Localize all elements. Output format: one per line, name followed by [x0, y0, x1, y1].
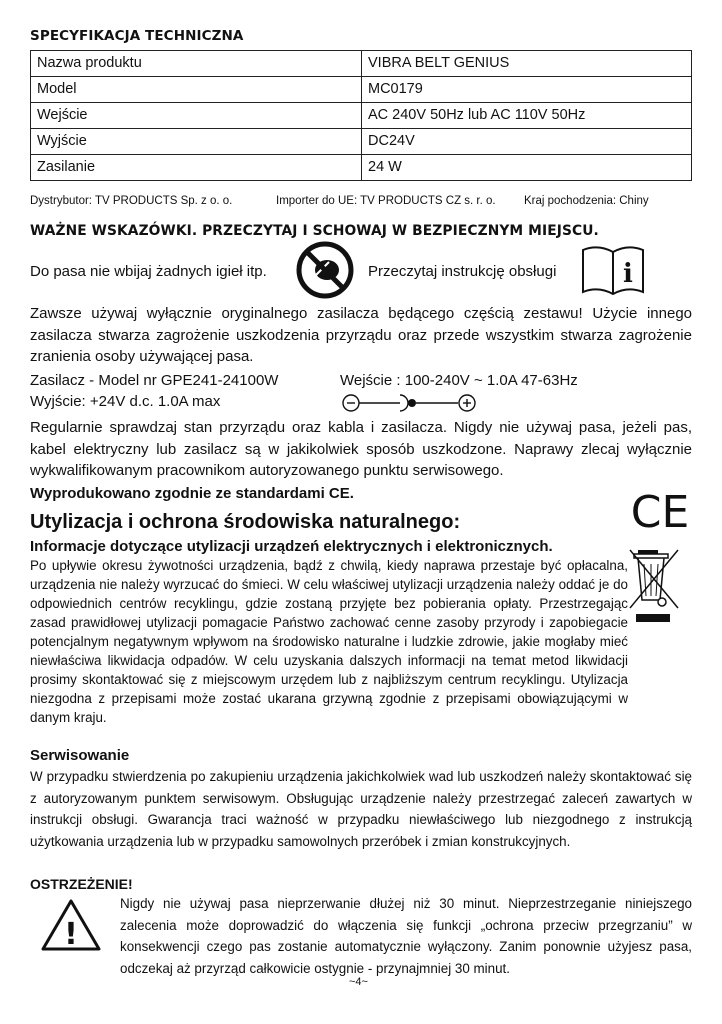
adapter-model-text: Zasilacz - Model nr GPE241-24100W [30, 372, 279, 389]
read-instructions-text: Przeczytaj instrukcję obsługi [368, 263, 557, 280]
table-row [31, 155, 692, 181]
ce-mark-glyph: CE [630, 487, 690, 535]
weee-bin-icon [628, 546, 684, 633]
spec-value: MC0179 [362, 77, 692, 103]
spec-value: VIBRA BELT GENIUS [362, 51, 692, 77]
info-icon-glyph: i [623, 259, 633, 289]
warning-glyph: ! [64, 917, 78, 952]
service-title: Serwisowanie [30, 747, 130, 764]
spec-label: Nazwa produktu [31, 51, 362, 77]
origin-text: Kraj pochodzenia: Chiny [524, 195, 649, 207]
warning-triangle-icon [40, 898, 102, 957]
spec-value: AC 240V 50Hz lub AC 110V 50Hz [362, 103, 692, 129]
adapter-output-text: Wyjście: +24V d.c. 1.0A max [30, 393, 221, 410]
spec-value: DC24V [362, 129, 692, 155]
spec-label: Wejście [31, 103, 362, 129]
spec-heading: SPECYFIKACJA TECHNICZNA [30, 28, 244, 44]
spec-value: 24 W [362, 155, 692, 181]
original-adapter-paragraph: Zawsze używaj wyłącznie oryginalnego zasilacza będącego częścią zestawu! Użycie innego zasilacza stwarza zagrożenie uszkodzenia przyrządu oraz przede wszystkim stwarza zagrożenie zranienia osoby używającej pasa. [30, 305, 692, 365]
spec-label: Model [31, 77, 362, 103]
ce-compliance-text: Wyprodukowano zgodnie ze standardami CE. [30, 485, 354, 502]
table-row [31, 51, 692, 77]
disposal-subtitle: Informacje dotyczące utylizacji urządzeń elektrycznych i elektronicznych. [30, 538, 553, 555]
importer-text: Importer do UE: TV PRODUCTS CZ s. r. o. [276, 195, 496, 207]
warning-body: Nigdy nie używaj pasa nieprzerwanie dłużej niż 30 minut. Nieprzestrzeganie niniejszego zalecenia może doprowadzić do włączenia się funkcji „ochrona przeciw przegrzaniu” w konsekwencji czego pas zostanie automatycznie wyłączony. Zanim ponownie użyjesz pasa, odczekaj aż przyrząd całkowicie ostygnie - przynajmniej 30 minut. [120, 896, 692, 976]
read-manual-icon [580, 242, 646, 303]
no-needles-icon [295, 240, 355, 305]
table-row [31, 77, 692, 103]
spec-label: Wyjście [31, 129, 362, 155]
disposal-title: Utylizacja i ochrona środowiska naturalnego: [30, 511, 461, 533]
adapter-input-text: Wejście : 100-240V ~ 1.0A 47-63Hz [340, 372, 578, 389]
spec-table [30, 50, 692, 181]
disposal-body: Po upływie okresu żywotności urządzenia, bądź z chwilą, kiedy naprawa przestaje być opłacalna, urządzenia nie należy wyrzucać do śmieci. W celu właściwej utylizacji urządzenia należy oddać je do odpowiednich centrów recyklingu, gdzie zostaną przyjęte bez pobierania opłaty. Przestrzegając zasad prawidłowej utylizacji pomagacie Państwo zachować cenne zasoby przyrody i zapobiegacie potencjalnym negatywnym wpływom na środowisko naturalne i ludzkie zdrowie, jakie mogłaby mieć niewłaściwa likwidacja odpadów. W celu uzyskania dalszych informacji na temat metod likwidacji prosimy skontaktować się z miejscowym urzędem lub z najbliższym centrum recyklingu. Utylizacja niezgodna z przepisami może zostać ukarana grzywną zgodnie z przepisami obowiązującymi w danym kraju. [30, 558, 628, 725]
service-body: W przypadku stwierdzenia po zakupieniu urządzenia jakichkolwiek wad lub uszkodzeń należy skontaktować się z autoryzowanym punktem serwisowym. Obsługując urządzenie należy przestrzegać zaleceń zawartych w instrukcji obsługi. Gwarancja traci ważność w przypadku niewłaściwego lub niezgodnego z instrukcją użytkowania urządzenia lub w przypadku samowolnych przeróbek i zmian konstrukcyjnych. [30, 769, 692, 849]
inspection-paragraph: Regularnie sprawdzaj stan przyrządu oraz kabla i zasilacza. Nigdy nie używaj pasa, jeżeli pas, kabel elektryczny lub zasilacz są w jakikolwiek sposób uszkodzone. Naprawy zlecaj wyłącznie wykwalifikowanym pracownikom autoryzowanego punktu serwisowego. [30, 419, 692, 479]
warning-title: OSTRZEŻENIE! [30, 876, 133, 892]
important-heading: WAŻNE WSKAZÓWKI. PRZECZYTAJ I SCHOWAJ W BEZPIECZNYM MIEJSCU. [30, 223, 599, 239]
table-row [31, 103, 692, 129]
distributor-text: Dystrybutor: TV PRODUCTS Sp. z o. o. [30, 195, 233, 207]
polarity-icon [340, 392, 485, 419]
no-needles-text: Do pasa nie wbijaj żadnych igieł itp. [30, 263, 267, 280]
table-row [31, 129, 692, 155]
spec-label: Zasilanie [31, 155, 362, 181]
page-number: ~4~ [349, 976, 368, 988]
ce-mark-icon [630, 487, 690, 540]
